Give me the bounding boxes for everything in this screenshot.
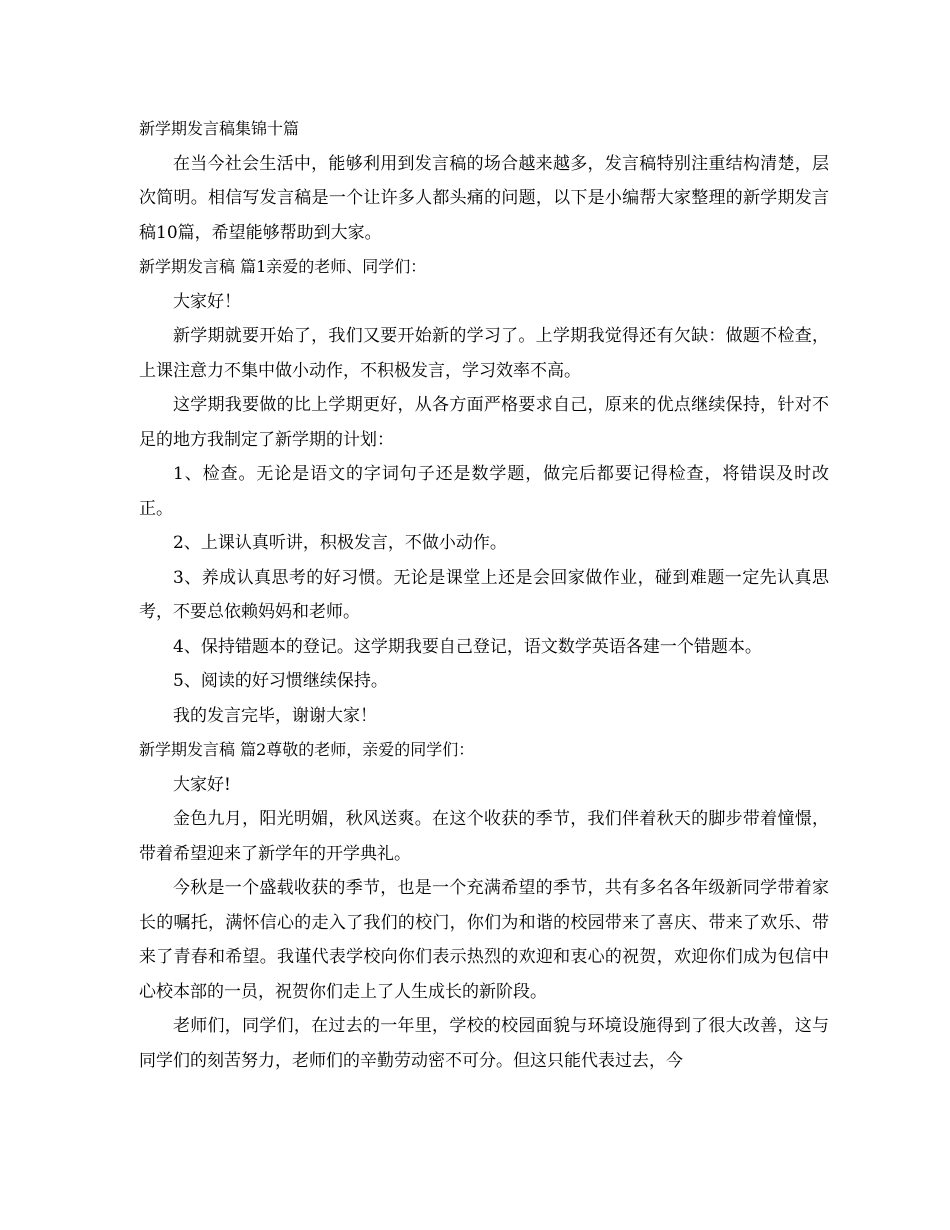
section-1-list-item: 3、养成认真思考的好习惯。无论是课堂上还是会回家做作业，碰到难题一定先认真思考，不要总依赖妈妈和老师。 xyxy=(139,567,829,622)
section-1-list-item: 5、阅读的好习惯继续保持。 xyxy=(173,671,388,691)
section-1-list-item: 1、检查。无论是语文的字词句子还是数学题，做完后都要记得检查，将错误及时改正。 xyxy=(139,464,829,519)
section-1-paragraph: 大家好！ xyxy=(173,291,241,312)
section-1-list-item: 2、上课认真听讲，积极发言，不做小动作。 xyxy=(173,533,507,553)
section-1-list-item: 4、保持错题本的登记。这学期我要自己登记，语文数学英语各建一个错题本。 xyxy=(173,636,762,657)
document-title: 新学期发言稿集锦十篇 xyxy=(139,119,300,138)
section-2-paragraph: 今秋是一个盛载收获的季节，也是一个充满希望的季节，共有多名各年级新同学带着家长的嘱托，满怀信心的走入了我们的校门，你们为和谐的校园带来了喜庆、带来了欢乐、带来了青春和希望。我谨代表学校向你们表示热烈的欢迎和衷心的祝贺，欢迎你们成为包信中心校本部的一员，祝贺你们走上了人生成长的新阶段。 xyxy=(139,878,829,1002)
section-2-paragraph: 大家好! xyxy=(173,774,231,795)
section-1-heading: 新学期发言稿 篇1亲爱的老师、同学们： xyxy=(139,257,427,276)
intro-paragraph: 在当今社会生活中，能够利用到发言稿的场合越来越多，发言稿特别注重结构清楚，层次简明。相信写发言稿是一个让许多人都头痛的问题，以下是小编帮大家整理的新学期发言稿10篇，希望能够帮助到大家。 xyxy=(139,153,829,243)
document-page xyxy=(139,112,829,1078)
section-2-paragraph: 金色九月，阳光明媚，秋风送爽。在这个收获的季节，我们伴着秋天的脚步带着憧憬，带着希望迎来了新学年的开学典礼。 xyxy=(139,809,829,864)
section-1-paragraph: 我的发言完毕，谢谢大家！ xyxy=(173,705,377,726)
section-1-paragraph: 这学期我要做的比上学期更好，从各方面严格要求自己，原来的优点继续保持，针对不足的地方我制定了新学期的计划： xyxy=(139,395,829,450)
section-1-paragraph: 新学期就要开始了，我们又要开始新的学习了。上学期我觉得还有欠缺：做题不检查，上课注意力不集中做小动作，不积极发言，学习效率不高。 xyxy=(139,326,829,381)
section-2-heading: 新学期发言稿 篇2尊敬的老师，亲爱的同学们： xyxy=(139,740,475,759)
section-2-paragraph: 老师们，同学们，在过去的一年里，学校的校园面貌与环境设施得到了很大改善，这与同学们的刻苦努力，老师们的辛勤劳动密不可分。但这只能代表过去，今 xyxy=(139,1016,829,1071)
